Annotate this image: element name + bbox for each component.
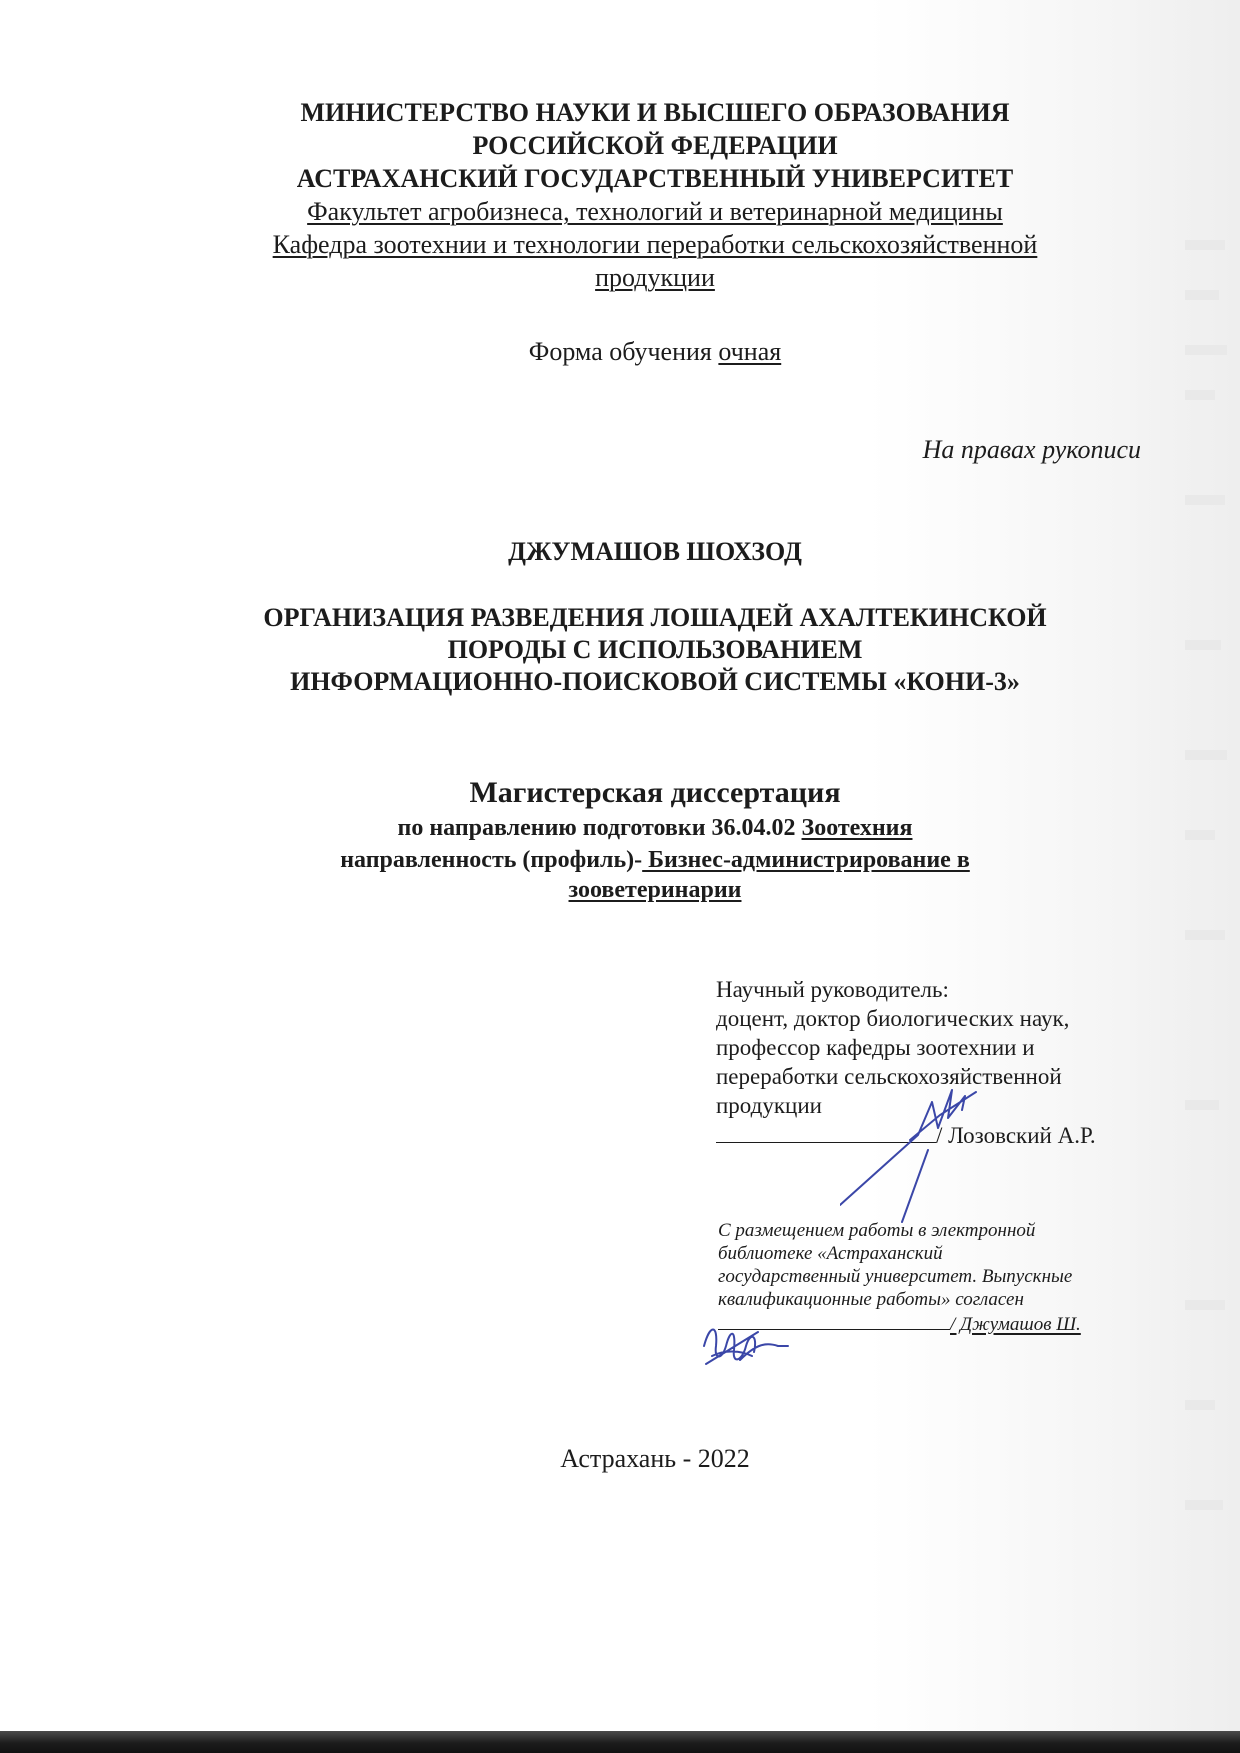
study-profile-value-line-1: Бизнес-администрирование в	[642, 847, 970, 873]
ministry-line-1: МИНИСТЕРСТВО НАУКИ И ВЫСШЕГО ОБРАЗОВАНИЯ	[300, 98, 1010, 127]
manuscript-note: На правах рукописи	[922, 435, 1141, 464]
supervisor-block	[716, 975, 1096, 1150]
consent-line-4: квалификационные работы» согласен	[718, 1289, 1024, 1310]
faculty-name: Факультет агробизнеса, технологий и ветеринарной медицины	[307, 197, 1003, 226]
consent-line-3: государственный университет. Выпускные	[718, 1266, 1073, 1287]
supervisor-title-line-4: продукции	[716, 1093, 822, 1118]
consent-line-2: библиотеке «Астраханский	[718, 1243, 943, 1264]
consent-signature-line	[718, 1311, 1081, 1336]
city-year: Астрахань - 2022	[560, 1444, 750, 1473]
supervisor-title-line-2: профессор кафедры зоотехнии и	[716, 1035, 1035, 1060]
supervisor-title-line-1: доцент, доктор биологических наук,	[716, 1006, 1070, 1031]
study-direction	[0, 813, 1240, 843]
thesis-title-line-3: ИНФОРМАЦИОННО-ПОИСКОВОЙ СИСТЕМЫ «КОНИ-3»	[290, 667, 1020, 696]
thesis-type: Магистерская диссертация	[469, 776, 841, 809]
university-name: АСТРАХАНСКИЙ ГОСУДАРСТВЕННЫЙ УНИВЕРСИТЕТ	[296, 164, 1014, 193]
supervisor-signature-blank	[716, 1120, 936, 1143]
study-profile-value-line-2: зооветеринарии	[568, 877, 742, 903]
department-name-line-1: Кафедра зоотехнии и технологии переработки сельскохозяйственной	[272, 230, 1038, 259]
study-direction-label: по направлению подготовки 36.04.02	[397, 815, 802, 841]
institution-header	[0, 96, 1240, 294]
scan-edge	[0, 1731, 1240, 1753]
supervisor-name: / Лозовский А.Р.	[936, 1123, 1096, 1148]
department-name-line-2: продукции	[595, 263, 715, 292]
study-form	[0, 336, 1240, 368]
consent-signature-blank	[718, 1311, 950, 1330]
study-direction-value: Зоотехния	[801, 815, 913, 841]
thesis-title	[0, 602, 1240, 698]
author-name: ДЖУМАШОВ ШОХЗОД	[508, 537, 802, 566]
study-form-value: очная	[718, 337, 782, 366]
ministry-line-2: РОССИЙСКОЙ ФЕДЕРАЦИИ	[472, 131, 838, 160]
consent-signer-name: / Джумашов Ш.	[950, 1314, 1081, 1335]
supervisor-title-line-3: переработки сельскохозяйственной	[716, 1064, 1062, 1089]
thesis-title-line-1: ОРГАНИЗАЦИЯ РАЗВЕДЕНИЯ ЛОШАДЕЙ АХАЛТЕКИНСКОЙ	[263, 603, 1047, 632]
thesis-title-line-2: ПОРОДЫ С ИСПОЛЬЗОВАНИЕМ	[447, 635, 863, 664]
study-form-label: Форма обучения	[528, 337, 719, 366]
supervisor-heading: Научный руководитель:	[716, 977, 949, 1002]
consent-line-1: С размещением работы в электронной	[718, 1220, 1036, 1241]
supervisor-signature-line	[716, 1120, 1096, 1150]
study-profile	[0, 845, 1240, 905]
consent-block	[718, 1219, 1081, 1336]
study-profile-label: направленность (профиль)-	[340, 847, 643, 873]
